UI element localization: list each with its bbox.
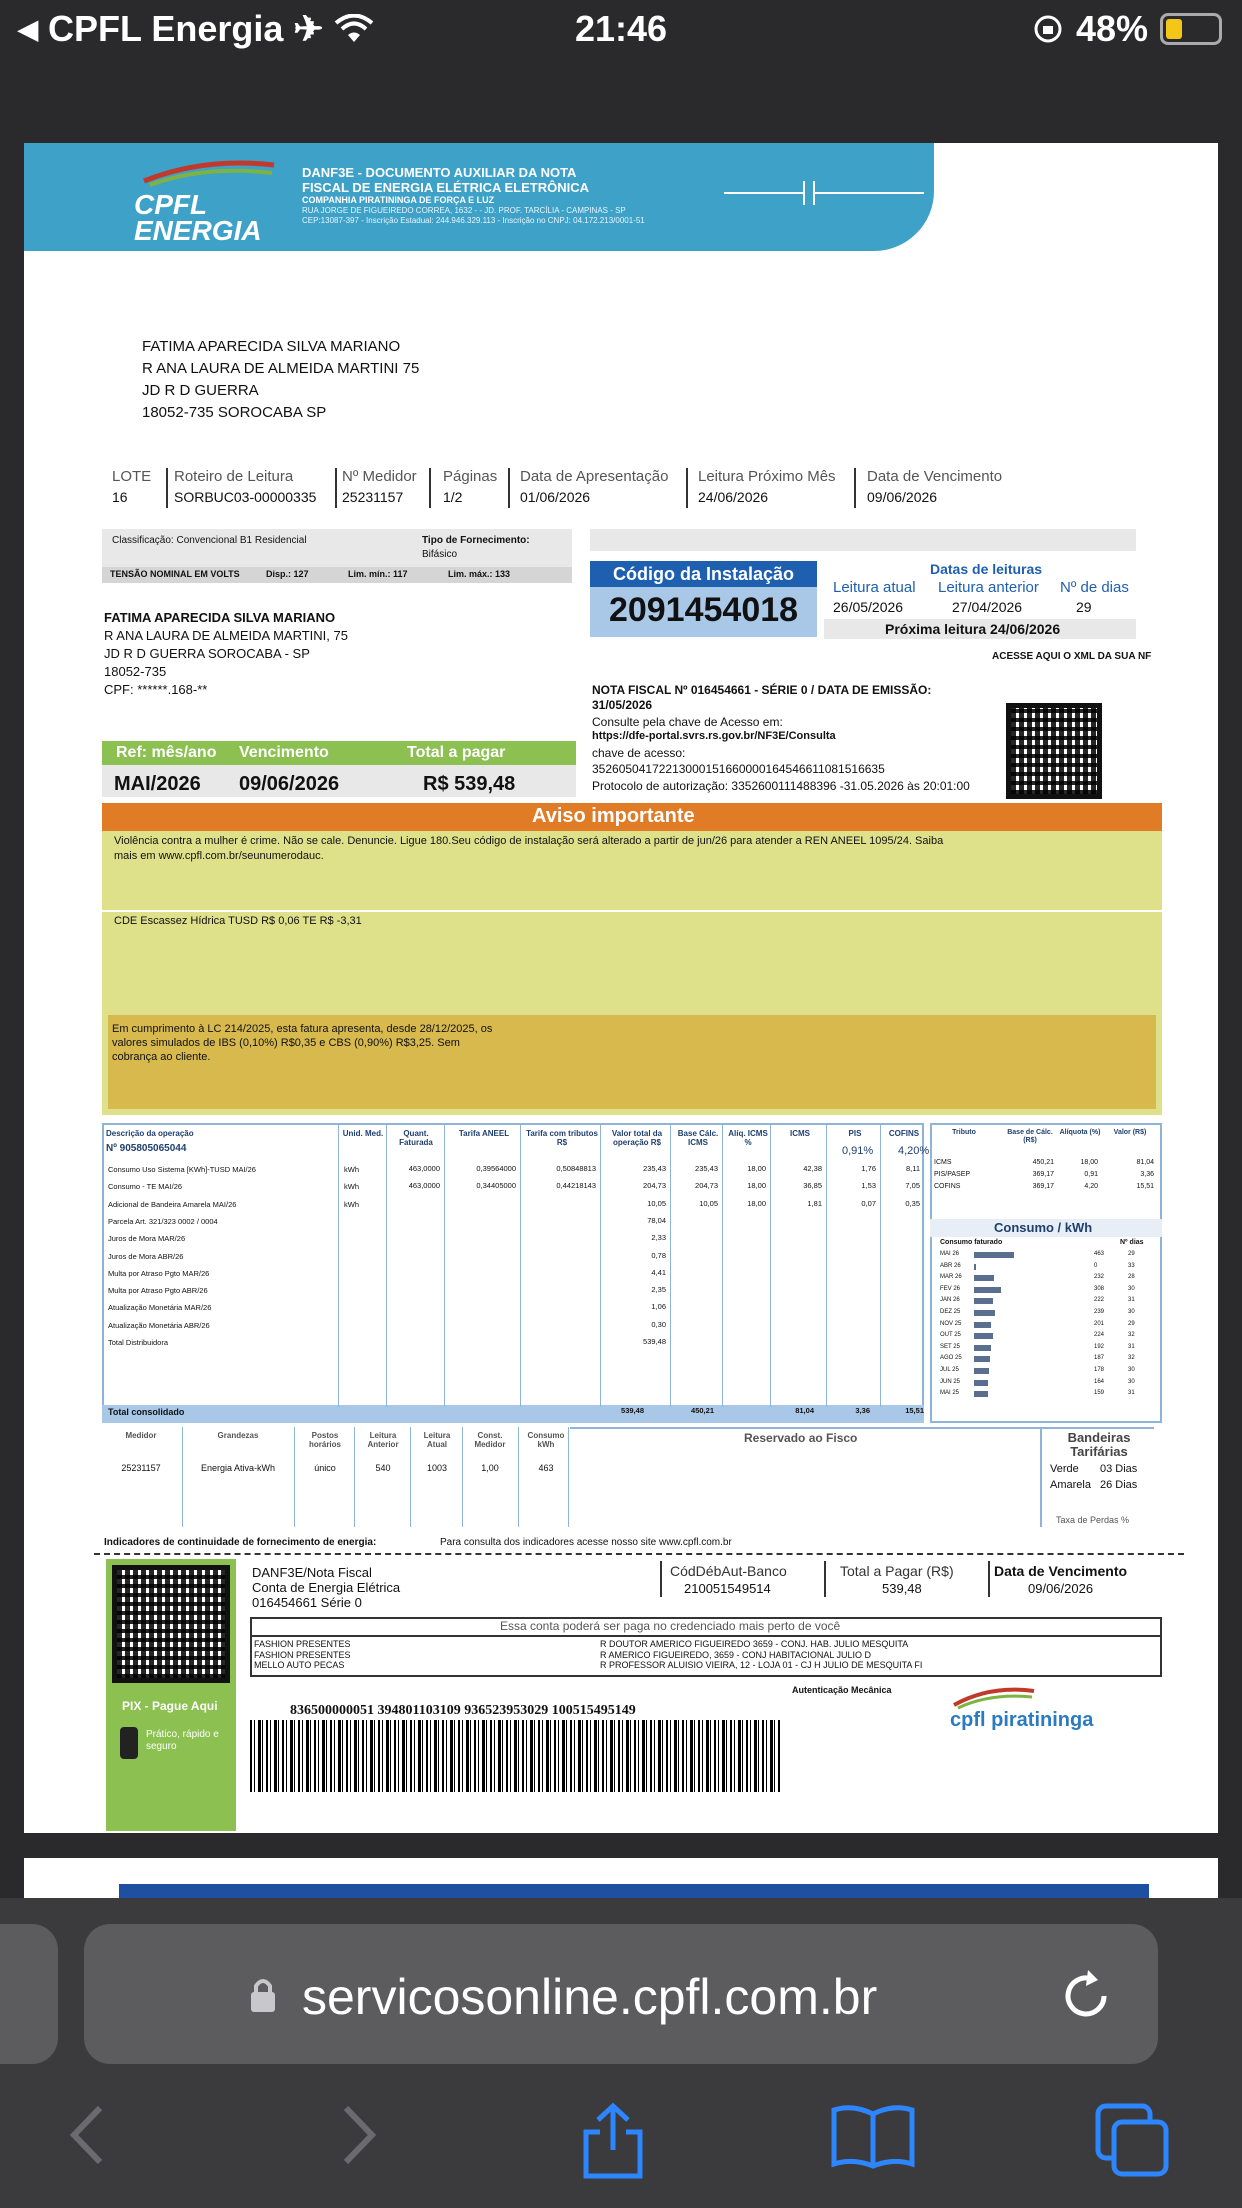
total-pagar: R$ 539,48: [423, 773, 516, 795]
lock-icon: [248, 1976, 278, 2014]
consumo-days: 31: [1128, 1343, 1135, 1350]
tributo-cell: COFINS: [934, 1183, 961, 1190]
tributo-header: Valor (R$): [1113, 1129, 1147, 1136]
medidor-cell: 540: [375, 1463, 391, 1473]
table-cell: 1,81: [807, 1198, 822, 1208]
reservado-fisco: Reservado ao Fisco: [744, 1431, 858, 1445]
consumo-month: OUT 25: [940, 1332, 961, 1339]
tributo-header: Alíquota (%): [1059, 1129, 1101, 1136]
logo-swoosh-icon: [134, 157, 284, 187]
consumo-value: 222: [1094, 1297, 1105, 1304]
bill-header: [24, 143, 934, 251]
consumo-value: 187: [1094, 1355, 1105, 1362]
total-value: 539,48: [621, 1406, 644, 1415]
consumo-month: DEZ 25: [940, 1309, 961, 1315]
cable-icon: [724, 173, 924, 213]
table-header: Tarifa com tributos R$: [526, 1129, 598, 1147]
customer-name: FATIMA APARECIDA SILVA MARIANO: [104, 610, 336, 625]
consumo-month: FEV 26: [940, 1285, 961, 1292]
consumo-month: MAI 25: [940, 1390, 960, 1397]
total-value: 81,04: [795, 1406, 814, 1415]
total-consolidado: Total consolidado: [108, 1407, 185, 1417]
back-app-label: CPFL Energia: [48, 8, 284, 49]
proxima-leitura: Próxima leitura 24/06/2026: [885, 621, 1061, 637]
forward-icon[interactable]: [334, 2100, 384, 2170]
consumo-value: 159: [1094, 1390, 1105, 1397]
consumo-days: 30: [1128, 1378, 1135, 1385]
header-title-2: FISCAL DE ENERGIA ELÉTRICA ELETRÔNICA: [302, 180, 589, 195]
xml-link[interactable]: ACESSE AQUI O XML DA SUA NF: [992, 651, 1152, 662]
consumo-month: SET 25: [940, 1343, 960, 1350]
cpfl-logo: CPFL ENERGIA: [134, 157, 284, 237]
table-cell: 2,33: [651, 1233, 666, 1243]
phone-icon: [120, 1727, 138, 1759]
header-address: RUA JORGE DE FIGUEIREDO CORREA, 1632 - - JD. PROF. TARCÍLIA - CAMPINAS - SP: [302, 206, 626, 215]
table-cell: 18,00: [747, 1181, 766, 1191]
back-icon[interactable]: [62, 2100, 112, 2170]
consumo-bar: [974, 1333, 993, 1339]
table-header: ICMS: [790, 1129, 810, 1138]
consumo-month: ABR 26: [940, 1262, 961, 1269]
nf-qr-code: [1006, 703, 1102, 799]
consumo-month: NOV 25: [940, 1320, 962, 1327]
bill-document: CPFL ENERGIA DANF3E - DOCUMENTO AUXILIAR DA NOTA FISCAL DE ENERGIA ELÉTRICA ELETRÔNICA COMPANHIA PIRATININGA DE FORÇA E LUZ RUA JORGE DE FIGUEIREDO CORREA, 1632 - - JD. PROF. TARCÍLIA - CAMPINAS - SP CEP:13087-397 - Inscrição Estadual: 244.946.329.113 - Inscrição no CNPJ: 04.172.213/0001-51 FATIMA APARECIDA SILVA MARIANO R ANA LAURA DE ALMEIDA MARTINI 75 JD R D GUERRA 18052-735 SOROCABA SP LOTE 16 Roteiro de Leitura SORBUC03-00000335 Nº Medidor 25231157 Páginas 1/2 Data de Apresentação 01/06/2026 Leitura Próximo Mês 24/06/2026 Data de Vencimento 09/06/2026 Classificação: Convencional B1 Residencial Tipo de Fornecimento: Bifásico TENSÃO NOMINAL EM VOLTS Disp.: 127 Lim. mín.: 117 Lim. máx.: 133 FATIMA APARECIDA SILVA MARIANO R ANA LAURA DE ALMEIDA MARTINI, 75 JD R D GUERRA SOROCABA - SP 18052-735 CPF: ******.168-** Código da Instalação 2091454018 Datas de leituras Leitura atual 26/05/2026 Leitura anterior 27/04/2026 Nº de dias 29 Próxima leitura 24/06/2026 ACESSE AQUI O XML DA SUA NF NOTA FISCAL Nº 016454661 - SÉRIE 0 / DATA DE EMISSÃO: 31/05/2026 Consulte pela chave de Acesso em: https://dfe-portal.svrs.rs.gov.br/NF3E/Consulta chave de acesso: 35260504172213000151660000164546611081516635 Protocolo de autorização: 3352600111488396 -31.05.2026 às 20:01:00 Ref: mês/ano Vencimento Total a pagar MAI/2026 09/06/2026 R$ 539,48 Aviso importante Violência contra a mulher é crime. Não se cale. Denuncie. Ligue 180.Seu código de instalação será alterado a partir de jun/26 para atender a REN ANEEL 1095/24. Saiba mais em www.cpfl.com.br/seunumerodauc. CDE Escassez Hídrica TUSD R$ 0,06 TE R$ -3,31 Em cumprimento à LC 214/2025, esta fatura apresenta, desde 28/12/2025, os valores simulados de IBS (0,10%) R$0,35 e CBS (0,90%) R$3,25. Sem cobrança ao cliente. Descrição da operação Unid. Med. Quant. Faturada Tarifa ANEEL Tarifa com tributos R$ Valor total da operação R$ Base Cálc. ICMS Alíq. ICMS % ICMS PIS COFINS Nº 905805065044 0,91% 4,20% Consumo Uso Sistema [KWh]-TUSD MAI/26 kWh 463,0000 0,39564000 0,50848813 235,43 235,43 18,00 42,38 1,76 8,11 Consumo - TE MAI/26 kWh 463,0000 0,34405000 0,44218143 204,73 204,73 18,00 36,85 1,53 7,05 Adicional de Bandeira Amarela MAI/26 kWh 10,05 10,05 18,00 1,81 0,07 0,35 Parcela Art. 321/323 0002 / 0004 78,04 Juros de Mora MAR/26 2,33 Juros de Mora ABR/26 0,78 Multa por Atraso Pgto MAR/26 4,41 Multa por Atraso Pgto ABR/26 2,35 Atualização Monetária MAR/26 1,06 Atualização Monetária ABR/26 0,30 Total Distribuidora 539,48 Total consolidado 539,48 450,21 81,04 3,36 15,51 Tributo Base de Cálc. (R$) Alíquota (%) Valor (R$) ICMS 450,21 18,00 81,04 PIS/PASEP 369,17 0,91 3,36 COFINS 369,17 4,20 15,51 Consumo / kWh Consumo faturado Nº dias MAI 26 463 29 ABR 26 0 33 MAR 26 232 28 FEV 26 308 30 JAN 26 222 31 DEZ 25 239 30 NOV 25 201 29 OUT 25 224 32 SET 25 192 31 AGO 25 187 32 JUL 25 178 30 JUN 25 164 30 MAI 25 159 31 Medidor Grandezas Postos horários Leitura Anterior Leitura Atual Const. Medidor Consumo kWh 25231157 Energia Ativa-kWh único 540 1003 1,00 463 Reservado ao Fisco Bandeiras Tarifárias Verde 03 Dias Amarela 26 Dias Taxa de Perdas % Indicadores de continuidade de fornecimento de energia: Para consulta dos indicadores acesse nosso site www.cpfl.com.br PIX - Pague Aqui Prático, rápido e seguro DANF3E/Nota Fiscal Conta de Energia Elétrica 016454661 Série 0 CódDébAut-Banco 210051549514 Total a Pagar (R$) 539,48 Data de Vencimento 09/06/2026 Essa conta poderá ser paga no credenciado mais perto de você FASHION PRESENTES FASHION PRESENTES MELLO AUTO PECAS R DOUTOR AMERICO FIGUEIREDO 3659 - CONJ. HAB. JULIO MESQUITA R AMERICO FIGUEIREDO, 3659 - CONJ HABITACIONAL JULIO D R PROFESSOR ALUISIO VIEIRA, 12 - LOJA 01 - CJ H JULIO DE MESQUITA FI Autenticação Mecânica 836500000051 394801103109 936523953029 100515495149 cpfl piratininga: [24, 143, 1218, 1833]
linha-digitavel: 836500000051 394801103109 936523953029 100515495149: [290, 1703, 636, 1718]
consumo-month: JUL 25: [940, 1367, 959, 1373]
address-cep: 18052-735 SOROCABA SP: [142, 404, 327, 421]
header-cep: CEP:13087-397 - Inscrição Estadual: 244.946.329.113 - Inscrição no CNPJ: 04.172.213/0001-51: [302, 216, 645, 225]
codigo-instalacao-box: Código da Instalação 2091454018: [590, 561, 817, 637]
header-company: COMPANHIA PIRATININGA DE FORÇA E LUZ: [302, 195, 495, 205]
table-cell: Atualização Monetária MAR/26: [108, 1303, 212, 1313]
medidor-cell: 1003: [426, 1463, 448, 1473]
consumo-days: 31: [1128, 1297, 1135, 1304]
pix-label: PIX - Pague Aqui: [122, 1699, 218, 1713]
table-cell: 10,05: [647, 1198, 666, 1208]
cofins-rate: 4,20%: [898, 1145, 930, 1157]
table-cell: 1,53: [861, 1181, 876, 1191]
table-cell: 0,30: [651, 1319, 666, 1329]
previous-tab-edge[interactable]: [0, 1924, 58, 2064]
table-cell: 42,38: [803, 1164, 822, 1173]
tributo-cell: 81,04: [1136, 1159, 1154, 1166]
table-cell: kWh: [344, 1199, 359, 1209]
address-district: JD R D GUERRA: [142, 382, 259, 399]
tributo-cell: 0,91: [1084, 1171, 1098, 1178]
table-cell: 0,35: [905, 1198, 920, 1208]
table-cell: Juros de Mora ABR/26: [108, 1251, 184, 1261]
codigo-instalacao: 2091454018: [608, 591, 799, 629]
table-cell: 10,05: [699, 1198, 718, 1208]
table-cell: 1,76: [861, 1164, 876, 1173]
indicadores: Indicadores de continuidade de fornecimento de energia:: [104, 1537, 377, 1548]
clock: 21:46: [574, 8, 668, 49]
consumo-days: 30: [1128, 1367, 1135, 1373]
aviso-title: Aviso importante: [532, 805, 695, 827]
table-cell: 0,78: [651, 1250, 666, 1260]
table-cell: Atualização Monetária ABR/26: [108, 1320, 210, 1330]
reload-icon[interactable]: [1058, 1968, 1114, 2024]
table-cell: Multa por Atraso Pgto ABR/26: [108, 1286, 208, 1296]
battery-percent: 48%: [1075, 8, 1148, 49]
medidor-header: Leitura Atual: [423, 1431, 451, 1449]
table-cell: kWh: [344, 1182, 359, 1192]
consumo-value: 239: [1094, 1309, 1105, 1315]
consumo-days: 29: [1128, 1251, 1135, 1257]
table-cell: Parcela Art. 321/323 0002 / 0004: [108, 1216, 218, 1226]
table-header: PIS: [848, 1129, 862, 1138]
consumo-days: 30: [1128, 1285, 1135, 1292]
consumo-days: 29: [1128, 1320, 1135, 1327]
table-cell: 0,07: [861, 1198, 876, 1208]
table-header: Base Cálc. ICMS: [677, 1129, 719, 1147]
pis-rate: 0,91%: [842, 1145, 874, 1157]
table-cell: kWh: [344, 1165, 359, 1174]
consumo-value: 463: [1094, 1251, 1105, 1257]
consumo-days: 32: [1128, 1332, 1135, 1339]
table-header: Alíq. ICMS %: [728, 1129, 768, 1147]
credenciado-address: R DOUTOR AMERICO FIGUEIREDO 3659 - CONJ. HAB. JULIO MESQUITA: [600, 1639, 909, 1649]
table-cell: 0,50848813: [556, 1164, 596, 1173]
consumo-month: MAR 26: [940, 1274, 962, 1281]
table-cell: 18,00: [747, 1198, 766, 1208]
table-header: Descrição da operação: [106, 1129, 194, 1138]
consumo-value: 232: [1094, 1274, 1105, 1281]
total-value: 15,51: [905, 1406, 924, 1415]
consumo-value: 192: [1094, 1343, 1105, 1350]
bandeiras-title: Bandeiras Tarifárias: [1067, 1430, 1131, 1459]
tributo-cell: ICMS: [934, 1159, 952, 1166]
medidor-header: Const. Medidor: [474, 1431, 506, 1449]
consumo-bar: [974, 1380, 988, 1386]
table-header: Valor total da operação R$: [611, 1129, 663, 1147]
medidor-cell: Energia Ativa-kWh: [200, 1463, 276, 1473]
bookmarks-icon[interactable]: [828, 2100, 918, 2170]
consumo-days: 30: [1128, 1309, 1135, 1315]
table-cell: Total Distribuidora: [108, 1338, 169, 1347]
tributo-cell: 4,20: [1084, 1183, 1098, 1190]
consumo-bar: [974, 1298, 993, 1304]
medidor-cell: 1,00: [481, 1463, 499, 1473]
table-cell: Juros de Mora MAR/26: [108, 1234, 186, 1244]
consumo-value: 0: [1094, 1262, 1098, 1269]
consumo-days: 28: [1128, 1274, 1135, 1281]
url-text: servicosonline.cpfl.com.br: [302, 1969, 878, 2025]
table-cell: 0,39564000: [476, 1164, 516, 1173]
consumo-value: 164: [1094, 1378, 1105, 1385]
tributo-cell: 369,17: [1032, 1183, 1054, 1190]
table-cell: 463,0000: [408, 1181, 440, 1191]
tributo-cell: 3,36: [1140, 1171, 1154, 1178]
consumo-bar: [974, 1356, 990, 1362]
consumo-month: JUN 25: [940, 1378, 961, 1385]
table-cell: 0,44218143: [556, 1181, 596, 1191]
table-cell: Adicional de Bandeira Amarela MAI/26: [108, 1199, 237, 1209]
total-value: 450,21: [691, 1406, 714, 1415]
airplane-icon: ✈: [293, 8, 324, 49]
medidor-cell: único: [314, 1463, 336, 1473]
consumo-month: JAN 26: [940, 1297, 960, 1304]
consumo-value: 201: [1094, 1320, 1105, 1327]
tabs-icon[interactable]: [1092, 2100, 1172, 2180]
consumo-bar: [974, 1322, 991, 1328]
table-header: Quant. Faturada: [399, 1129, 433, 1147]
credenciado-name: FASHION PRESENTES: [254, 1639, 351, 1649]
consumo-days: 31: [1128, 1390, 1135, 1397]
pix-qr-code[interactable]: [112, 1565, 230, 1683]
tributo-cell: 18,00: [1080, 1159, 1098, 1166]
table-cell: 36,85: [803, 1181, 822, 1191]
consumo-days: 33: [1128, 1262, 1135, 1269]
table-cell: 204,73: [643, 1181, 666, 1191]
tensao: TENSÃO NOMINAL EM VOLTS: [110, 569, 240, 579]
battery-icon: [1160, 13, 1222, 45]
table-cell: Consumo - TE MAI/26: [108, 1182, 183, 1192]
barcode: [250, 1720, 780, 1792]
back-triangle-icon: ◀: [18, 13, 38, 44]
tributo-cell: 369,17: [1032, 1171, 1054, 1178]
medidor-header: Consumo kWh: [527, 1431, 565, 1449]
consumo-bar: [974, 1391, 988, 1397]
credenciado-address: R PROFESSOR ALUISIO VIEIRA, 12 - LOJA 01 - CJ H JULIO DE MESQUITA FI: [600, 1660, 923, 1670]
table-cell: 1,06: [651, 1302, 666, 1312]
consumo-bar: [974, 1310, 995, 1316]
consumo-bar: [974, 1368, 989, 1374]
consumo-bar: [974, 1264, 976, 1270]
share-icon[interactable]: [578, 2100, 648, 2180]
consumo-bar: [974, 1252, 1014, 1258]
consumo-days: 32: [1128, 1355, 1135, 1362]
table-cell: 2,35: [651, 1285, 666, 1295]
table-header: COFINS: [888, 1129, 920, 1138]
tributo-cell: 450,21: [1032, 1159, 1054, 1166]
table-cell: 4,41: [651, 1267, 666, 1277]
consumo-month: AGO 25: [940, 1355, 962, 1362]
piratininga-logo: cpfl piratininga: [950, 1709, 1094, 1731]
status-bar: [0, 0, 1242, 62]
medidor-header: Medidor: [125, 1431, 157, 1440]
tributo-header: Tributo: [952, 1129, 976, 1136]
medidor-header: Postos horários: [308, 1431, 341, 1449]
table-cell: 18,00: [747, 1164, 766, 1173]
medidor-cell: 463: [538, 1463, 554, 1473]
medidor-header: Leitura Anterior: [367, 1431, 399, 1449]
table-cell: 235,43: [643, 1164, 666, 1173]
instalacao-number: Nº 905805065044: [106, 1143, 187, 1154]
consumo-bar: [974, 1345, 991, 1351]
tributo-cell: 15,51: [1136, 1183, 1154, 1190]
table-header: Unid. Med.: [342, 1129, 384, 1138]
table-cell: 78,04: [647, 1215, 666, 1225]
vencimento: 09/06/2026: [239, 773, 340, 795]
header-title-1: DANF3E - DOCUMENTO AUXILIAR DA NOTA: [302, 165, 577, 180]
tributo-cell: PIS/PASEP: [934, 1171, 971, 1178]
table-cell: 204,73: [695, 1181, 718, 1191]
classificacao: Classificação: Convencional B1 Residencial: [112, 535, 307, 546]
consumo-value: 178: [1094, 1367, 1105, 1373]
credenciado-name: FASHION PRESENTES: [254, 1649, 351, 1660]
table-cell: 7,05: [905, 1181, 920, 1191]
address-bar[interactable]: [84, 1924, 1158, 2064]
medidor-header: Grandezas: [217, 1431, 259, 1440]
total-value: 3,36: [855, 1406, 870, 1415]
table-cell: 539,48: [643, 1337, 666, 1346]
address-name: FATIMA APARECIDA SILVA MARIANO: [142, 338, 401, 355]
credenciado-name: MELLO AUTO PECAS: [254, 1660, 345, 1670]
consumo-value: 224: [1094, 1332, 1105, 1339]
nf-url[interactable]: https://dfe-portal.svrs.rs.gov.br/NF3E/Consulta: [592, 730, 836, 742]
table-cell: 463,0000: [408, 1164, 440, 1173]
piratininga-swoosh-icon: [950, 1685, 1040, 1709]
table-cell: 0,34405000: [476, 1181, 516, 1191]
table-cell: Multa por Atraso Pgto MAR/26: [108, 1268, 210, 1278]
table-cell: Consumo Uso Sistema [KWh]-TUSD MAI/26: [108, 1165, 256, 1174]
medidor-cell: 25231157: [121, 1463, 161, 1473]
consumo-value: 308: [1094, 1285, 1105, 1292]
rotation-lock-icon: [1032, 13, 1064, 45]
table-cell: 235,43: [695, 1164, 718, 1173]
consumo-month: MAI 26: [940, 1251, 960, 1257]
address-street: R ANA LAURA DE ALMEIDA MARTINI 75: [142, 360, 420, 377]
table-cell: 8,11: [905, 1164, 920, 1173]
tributo-header: Base de Cálc. (R$): [1007, 1129, 1053, 1144]
table-header: Tarifa ANEEL: [458, 1129, 510, 1138]
consumo-bar: [974, 1275, 994, 1281]
ref-mes: MAI/2026: [114, 773, 201, 795]
credenciado-address: R AMERICO FIGUEIREDO, 3659 - CONJ HABITACIONAL JULIO D: [600, 1649, 872, 1660]
consumo-bar: [974, 1287, 1001, 1293]
